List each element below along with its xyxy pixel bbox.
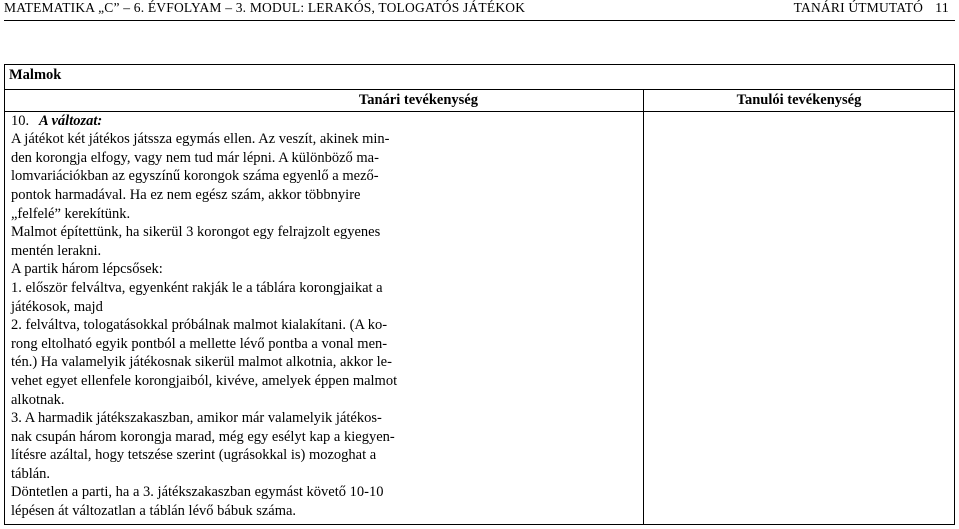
text-line: tén.) Ha valamelyik játékosnak sikerül malmot alkotnia, akkor le- [11, 354, 392, 371]
text-line: lépésen át változatlan a táblán lévő bábuk száma. [11, 503, 297, 520]
page-number: 11 [935, 1, 949, 16]
text-line: A partik három lépcsősek: [11, 261, 163, 278]
text-line: lítésre azáltal, hogy tetszése szerint (ugrásokkal is) mozoghat a [11, 447, 377, 464]
text-line: 2. felváltva, tologatásokkal próbálnak malmot kialakítani. (A ko- [11, 317, 388, 334]
text-line: nak csupán három korongja marad, még egy esélyt kap a kiegyen- [11, 428, 395, 445]
item-heading-row [11, 112, 640, 131]
table-title: Malmok [5, 65, 955, 90]
text-line: lomvariációkban az egyszínű korongok száma egyenlő a mező- [11, 168, 379, 185]
text-line: den korongja elfogy, vagy nem tud már lépni. A különböző ma- [11, 149, 379, 166]
text-line: 1. először felváltva, egyenként rakják le a táblára korongjaikat a [11, 279, 383, 296]
text-line: Malmot építettünk, ha sikerül 3 korongot egy felrajzolt egyenes [11, 224, 381, 241]
text-line: „felfelé” kerekítünk. [11, 205, 131, 222]
header-guide-text: TANÁRI ÚTMUTATÓ [793, 0, 924, 15]
header-module-title: MATEMATIKA „C” – 6. ÉVFOLYAM – 3. MODUL: LERAKÓS, TOLOGATÓS JÁTÉKOK [4, 0, 526, 15]
text-line: mentén lerakni. [11, 242, 102, 259]
teacher-activity-cell [5, 111, 644, 524]
student-column-header: Tanulói tevékenység [644, 90, 955, 112]
student-activity-cell [644, 111, 955, 524]
text-line: alkotnak. [11, 391, 65, 408]
item-number: 10. [11, 112, 30, 129]
page-header [4, 0, 955, 21]
text-line: 3. A harmadik játékszakaszban, amikor már valamelyik játékos- [11, 410, 382, 427]
text-line: játékosok, majd [11, 298, 103, 315]
teacher-column-header: Tanári tevékenység [5, 90, 644, 112]
header-guide-label [794, 0, 949, 17]
text-line: vehet egyet ellenfele korongjaiból, kivéve, amelyek éppen malmot [11, 372, 398, 389]
text-line: Döntetlen a parti, ha a 3. játékszakaszban egymást követő 10-10 [11, 484, 384, 501]
instruction-text [11, 130, 640, 520]
text-line: rong eltolható egyik pontból a mellette lévő pontba a vonal men- [11, 335, 388, 352]
text-line: pontok harmadával. Ha ez nem egész szám, akkor többnyire [11, 186, 361, 203]
item-heading: A változat: [39, 112, 103, 129]
activity-table [4, 64, 955, 525]
text-line: táblán. [11, 465, 51, 482]
text-line: A játékot két játékos játssza egymás ellen. Az veszít, akinek min- [11, 131, 390, 148]
